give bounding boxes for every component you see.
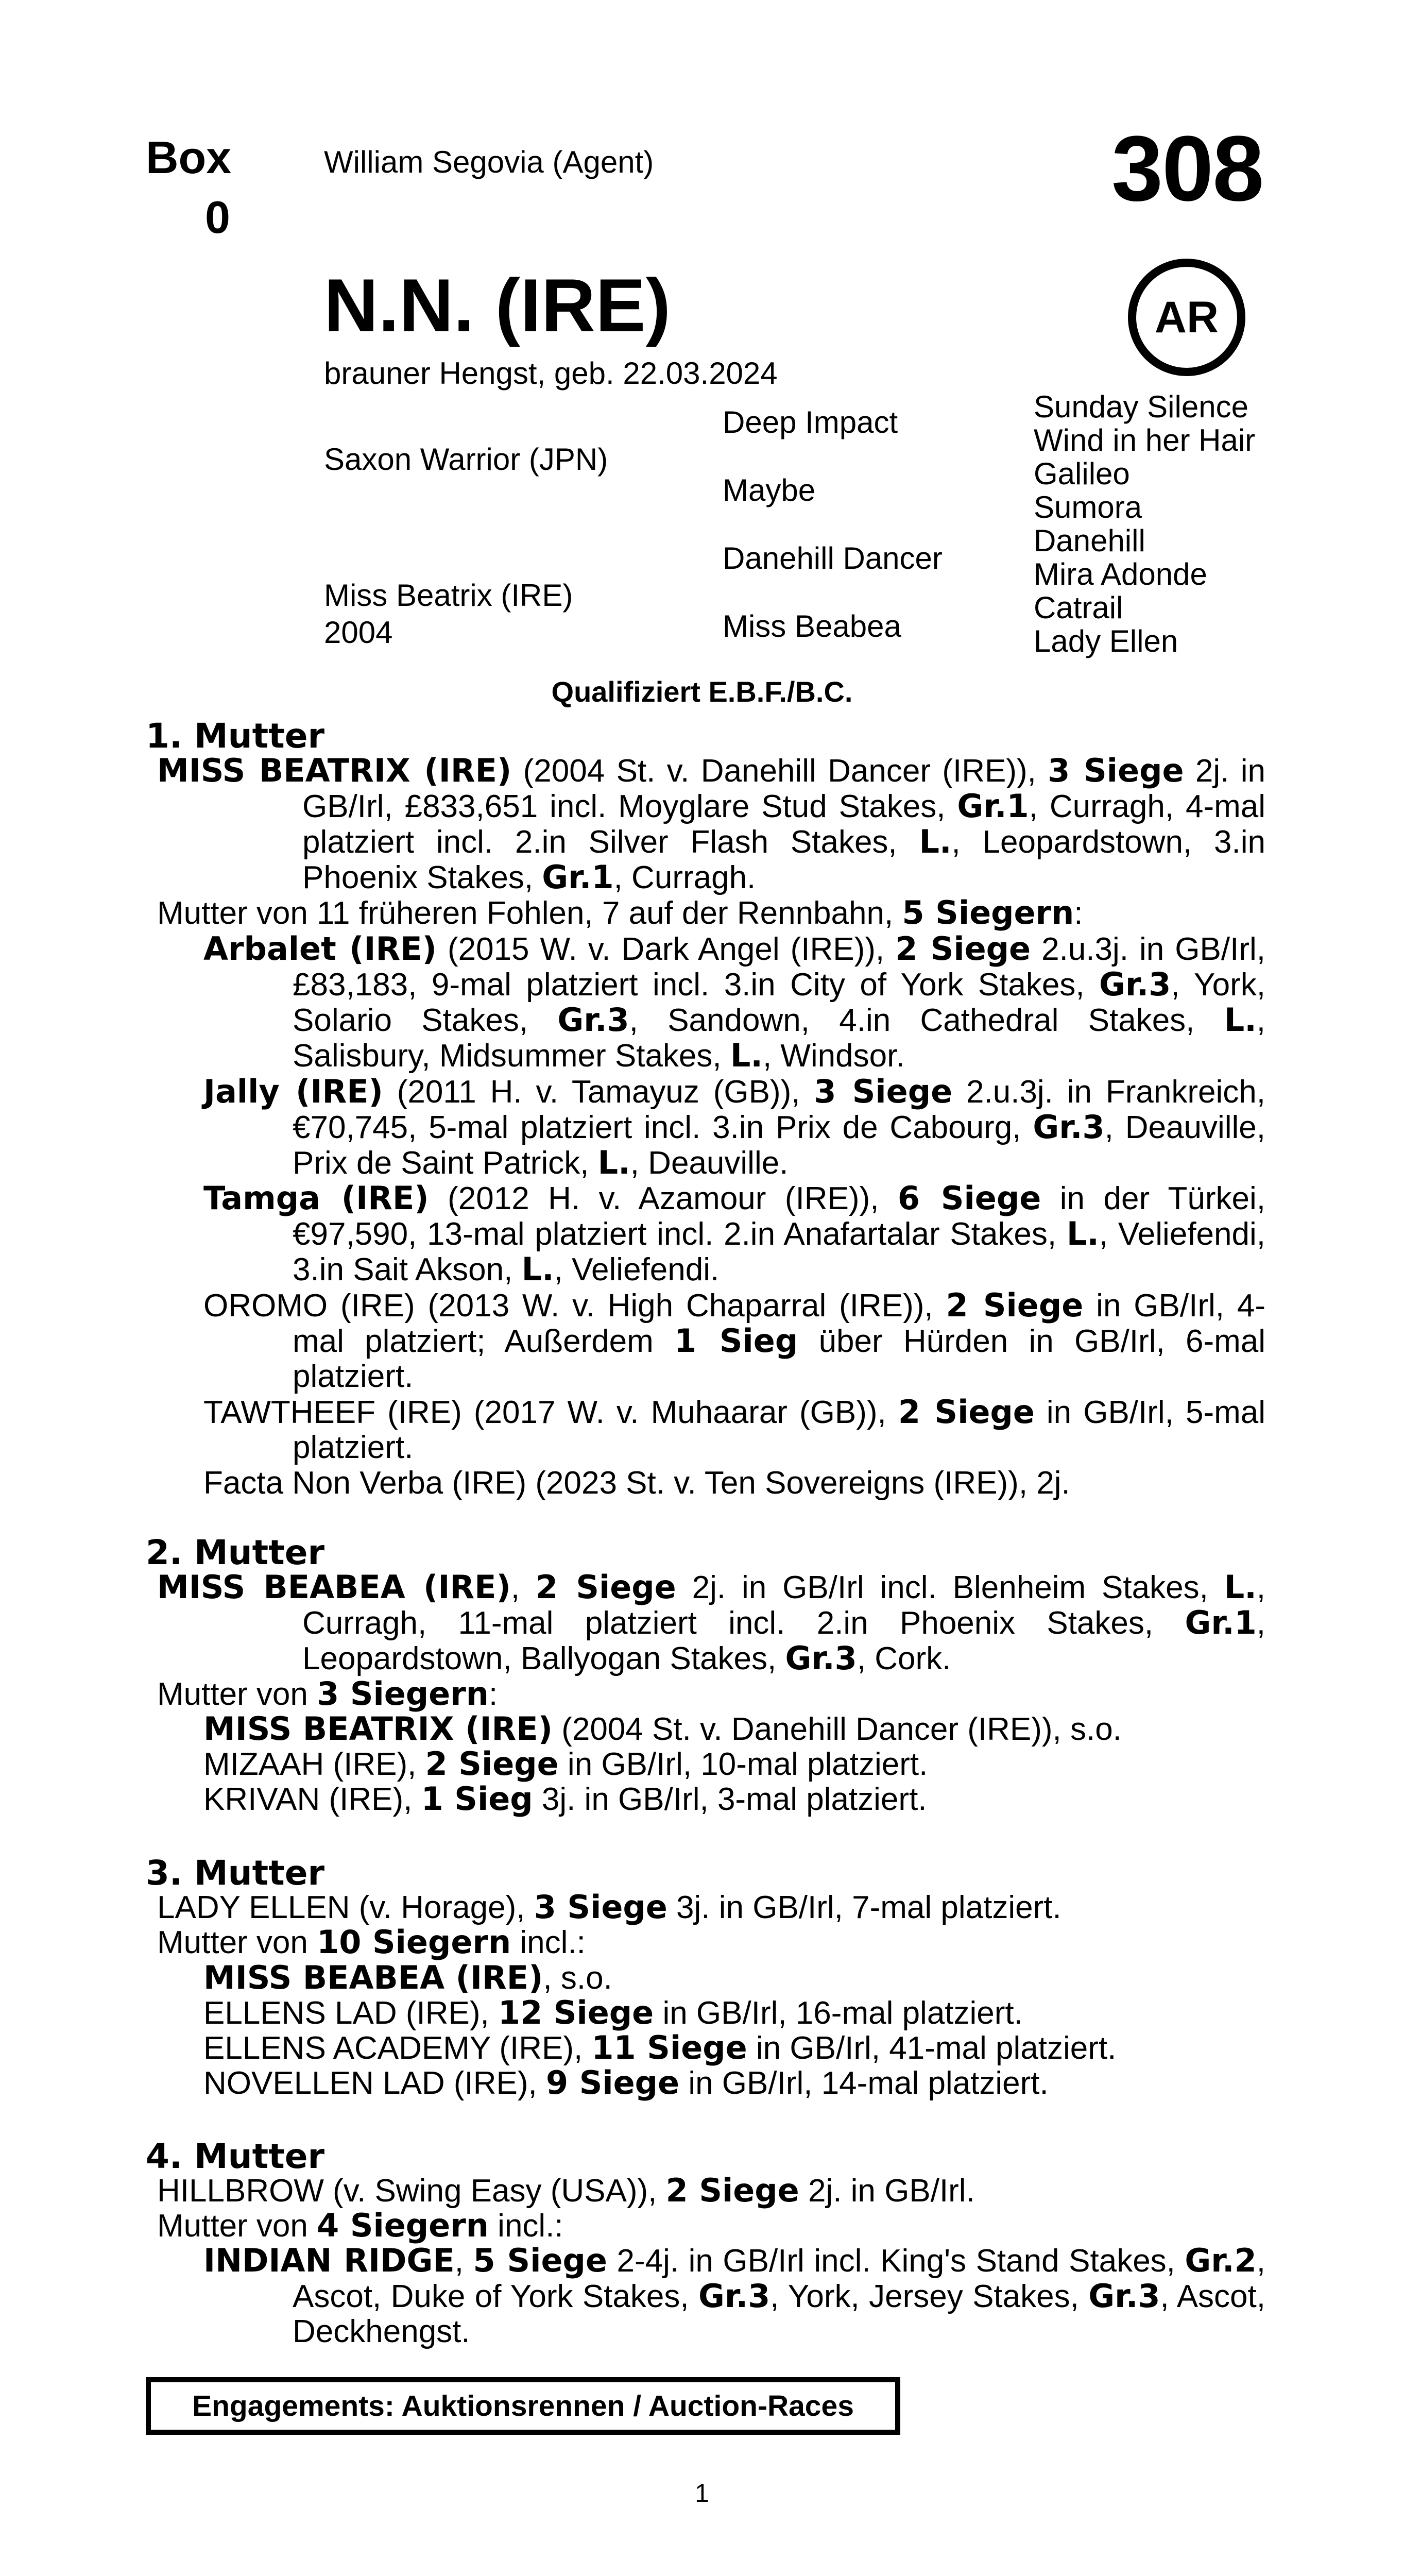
pedigree-grandparent: Danehill Dancer <box>723 541 943 575</box>
offspring-entry: ELLENS LAD (IRE), 12 Siege in GB/Irl, 16-mal platziert. <box>203 1994 1023 2031</box>
pedigree-great-grandparent: Danehill <box>1034 523 1145 558</box>
offspring-entry: MIZAAH (IRE), 2 Siege in GB/Irl, 10-mal platziert. <box>203 1745 928 1783</box>
pedigree-grandparent: Miss Beabea <box>723 609 901 643</box>
ar-badge <box>1128 259 1245 376</box>
engagements-label: Engagements: Auktionsrennen / Auction-Races <box>192 2389 854 2422</box>
agent-name: William Segovia (Agent) <box>324 145 654 179</box>
pedigree-great-grandparent: Mira Adonde <box>1034 557 1207 591</box>
dam-entry: HILLBROW (v. Swing Easy (USA)), 2 Siege 2j. in GB/Irl. <box>157 2172 975 2209</box>
section-title: 2. Mutter <box>146 1533 325 1572</box>
lot-number: 308 <box>1111 117 1263 221</box>
offspring-entry: TAWTHEEF (IRE) (2017 W. v. Muhaarar (GB)), 2 Siege in GB/Irl, 5-mal platziert. <box>203 1393 1265 1465</box>
offspring-entry: MISS BEABEA (IRE), s.o. <box>203 1959 612 1996</box>
foals-summary: Mutter von 4 Siegern incl.: <box>157 2207 563 2244</box>
section-title: 3. Mutter <box>146 1853 325 1893</box>
box-number: 0 <box>205 192 230 243</box>
pedigree-grandparent: Deep Impact <box>723 405 898 439</box>
offspring-entry: Facta Non Verba (IRE) (2023 St. v. Ten Sovereigns (IRE)), 2j. <box>203 1465 1070 1501</box>
offspring-entry: Tamga (IRE) (2012 H. v. Azamour (IRE)), 6 Siege in der Türkei, €97,590, 13-mal platziert incl. 2.in Anafartalar Stakes, L., Veliefendi, 3.in Sait Akson, L., Veliefendi. <box>203 1179 1265 1288</box>
qualification: Qualifiziert E.B.F./B.C. <box>551 675 853 708</box>
foals-summary: Mutter von 10 Siegern incl.: <box>157 1923 586 1961</box>
pedigree-grandparent: Maybe <box>723 473 816 507</box>
dam-name: MISS BEATRIX (IRE) <box>157 752 512 789</box>
dam-entry: MISS BEABEA (IRE), 2 Siege 2j. in GB/Irl incl. Blenheim Stakes, L., Curragh, 11-mal platziert incl. 2.in Phoenix Stakes, Gr.1, Leopardstown, Ballyogan Stakes, Gr.3, Cork. <box>157 1568 1265 1677</box>
pedigree-great-grandparent: Wind in her Hair <box>1034 423 1256 457</box>
offspring-entry: NOVELLEN LAD (IRE), 9 Siege in GB/Irl, 14-mal platziert. <box>203 2064 1049 2102</box>
pedigree-dam: Miss Beatrix (IRE) <box>324 578 573 613</box>
dam-entry: MISS BEATRIX (IRE) (2004 St. v. Danehill Dancer (IRE)), 3 Siege 2j. in GB/Irl, £833,651 incl. Moyglare Stud Stakes, Gr.1, Curragh, 4-mal platziert incl. 2.in Silver Flash Stakes, L., Leopardstown, 3.in Phoenix Stakes, Gr.1, Curragh. <box>157 752 1265 896</box>
dam-name: MISS BEABEA (IRE) <box>157 1568 511 1606</box>
section-title: 4. Mutter <box>146 2137 325 2176</box>
dam-entry: LADY ELLEN (v. Horage), 3 Siege 3j. in GB/Irl, 7-mal platziert. <box>157 1888 1061 1926</box>
pedigree-great-grandparent: Catrail <box>1034 590 1123 625</box>
pedigree-dam-year: 2004 <box>324 615 393 650</box>
section-title: 1. Mutter <box>146 716 325 756</box>
offspring-entry: Jally (IRE) (2011 H. v. Tamayuz (GB)), 3 Siege 2.u.3j. in Frankreich, €70,745, 5-mal platziert incl. 3.in Prix de Cabourg, Gr.3, Deauville, Prix de Saint Patrick, L., Deauville. <box>203 1073 1266 1181</box>
pedigree-great-grandparent: Lady Ellen <box>1034 624 1178 658</box>
ar-badge-label: AR <box>1154 292 1219 342</box>
foals-summary: Mutter von 3 Siegern: <box>157 1675 498 1713</box>
engagements-box <box>146 2377 900 2435</box>
offspring-entry: ELLENS ACADEMY (IRE), 11 Siege in GB/Irl, 41-mal platziert. <box>203 2029 1117 2066</box>
offspring-entry: Arbalet (IRE) (2015 W. v. Dark Angel (IRE)), 2 Siege 2.u.3j. in GB/Irl, £83,183, 9-mal platziert incl. 3.in City of York Stakes, Gr.3, York, Solario Stakes, Gr.3, Sandown, 4.in Cathedral Stakes, L., Salisbury, Midsummer Stakes, L., Windsor. <box>203 930 1265 1074</box>
pedigree-great-grandparent: Galileo <box>1034 456 1130 491</box>
offspring-entry: INDIAN RIDGE, 5 Siege 2-4j. in GB/Irl incl. King's Stand Stakes, Gr.2, Ascot, Duke of York Stakes, Gr.3, York, Jersey Stakes, Gr.3, Ascot, Deckhengst. <box>203 2242 1265 2349</box>
horse-name: N.N. (IRE) <box>324 263 671 347</box>
pedigree-great-grandparent: Sunday Silence <box>1034 389 1248 424</box>
offspring-entry: MISS BEATRIX (IRE) (2004 St. v. Danehill Dancer (IRE)), s.o. <box>203 1710 1122 1748</box>
offspring-entry: OROMO (IRE) (2013 W. v. High Chaparral (IRE)), 2 Siege in GB/Irl, 4-mal platziert; Außerdem 1 Sieg über Hürden in GB/Irl, 6-mal platziert. <box>203 1286 1266 1394</box>
page-number: 1 <box>695 2479 709 2507</box>
pedigree-sire: Saxon Warrior (JPN) <box>324 442 608 477</box>
foals-summary: Mutter von 11 früheren Fohlen, 7 auf der Rennbahn, 5 Siegern: <box>157 894 1083 931</box>
offspring-entry: KRIVAN (IRE), 1 Sieg 3j. in GB/Irl, 3-mal platziert. <box>203 1780 927 1818</box>
horse-description: brauner Hengst, geb. 22.03.2024 <box>324 356 778 391</box>
pedigree-great-grandparent: Sumora <box>1034 490 1142 524</box>
box-label: Box <box>146 132 232 183</box>
